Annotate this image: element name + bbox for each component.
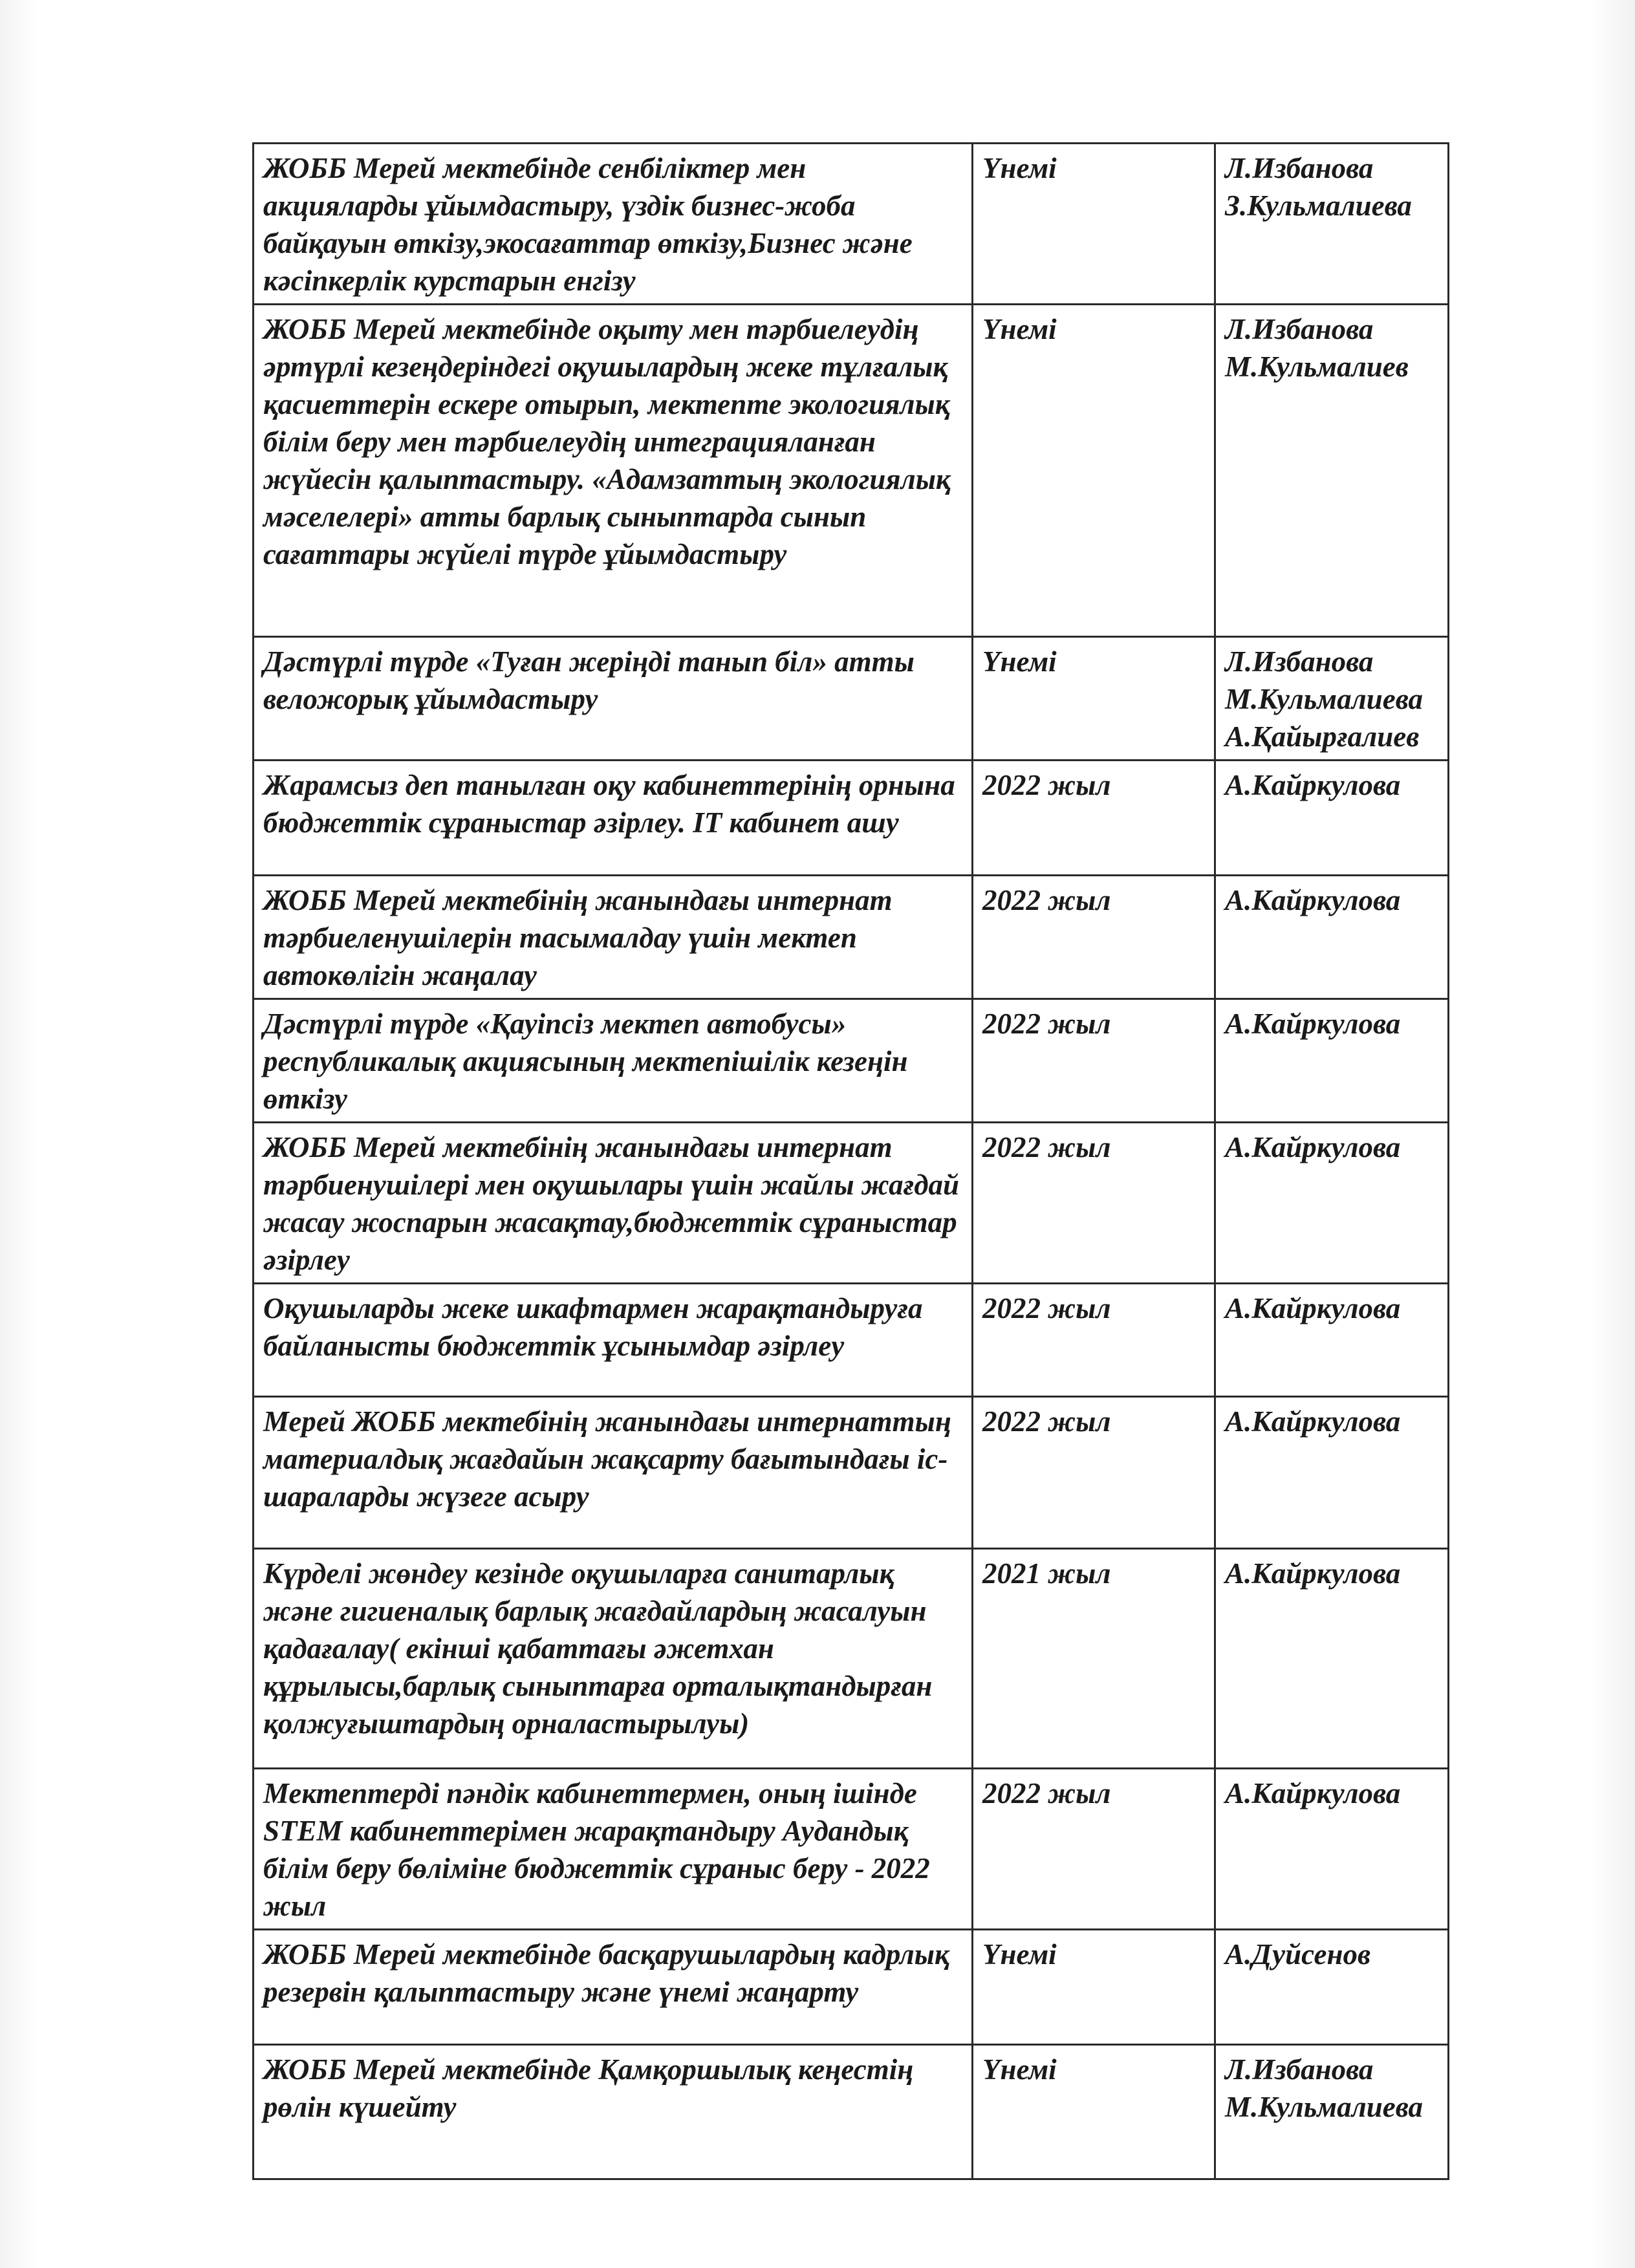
table-row	[254, 1769, 1449, 1930]
deadline-cell: 2022 жыл	[973, 1397, 1215, 1549]
responsible-name: А.Қайырғалиев	[1225, 720, 1420, 753]
table-row	[254, 144, 1449, 305]
table-row	[254, 761, 1449, 876]
responsible-name: Л.Избанова	[1225, 152, 1374, 184]
responsible-cell	[1215, 637, 1449, 761]
responsible-name: М.Кульмалиев	[1225, 351, 1409, 383]
table-row	[254, 876, 1449, 999]
deadline-cell: 2022 жыл	[973, 1123, 1215, 1284]
responsible-cell	[1215, 876, 1449, 999]
responsible-name: А.Кайркулова	[1225, 1557, 1401, 1590]
event-cell: Жарамсыз деп танылған оқу кабинеттерінің орнына бюджеттік сұраныстар әзірлеу. IT кабинет ашу	[254, 761, 973, 876]
table-row	[254, 1549, 1449, 1769]
deadline-cell: 2022 жыл	[973, 876, 1215, 999]
responsible-name: Л.Избанова	[1225, 645, 1374, 678]
event-cell: Дәстүрлі түрде «Туған жеріңді танып біл» атты веложорық ұйымдастыру	[254, 637, 973, 761]
responsible-name: М.Кульмалиева	[1225, 683, 1423, 715]
table-row	[254, 1930, 1449, 2045]
responsible-name: Л.Избанова	[1225, 313, 1374, 345]
event-cell: ЖОББ Мерей мектебінде оқыту мен тәрбиелеудің әртүрлі кезеңдеріндегі оқушылардың жеке тұлғалық қасиеттерін ескере отырып, мектепте экологиялық білім беру мен тәрбиелеудің интеграцияланған жүйесін қалыптастыру. «Адамзаттың экологиялық мәселелері» атты барлық сыныптарда сынып сағаттары жүйелі түрде ұйымдастыру	[254, 305, 973, 637]
responsible-cell	[1215, 761, 1449, 876]
responsible-cell	[1215, 305, 1449, 637]
responsible-name: З.Кульмалиева	[1225, 189, 1412, 222]
event-cell: Күрделі жөндеу кезінде оқушыларға санитарлық және гигиеналық барлық жағдайлардың жасалуын қадағалау( екінші қабаттағы әжетхан құрылысы,барлық сыныптарға орталықтандырған қолжуғыштардың орналастырылуы)	[254, 1549, 973, 1769]
responsible-name: Л.Избанова	[1225, 2053, 1374, 2086]
table-row	[254, 2045, 1449, 2179]
responsible-cell	[1215, 1397, 1449, 1549]
responsible-name: А.Кайркулова	[1225, 1405, 1401, 1438]
responsible-cell	[1215, 1284, 1449, 1397]
responsible-name: М.Кульмалиева	[1225, 2091, 1423, 2123]
event-cell: Дәстүрлі түрде «Қауіпсіз мектеп автобусы» республикалық акциясының мектепішілік кезеңін өткізу	[254, 999, 973, 1123]
table-row	[254, 1284, 1449, 1397]
responsible-cell	[1215, 1549, 1449, 1769]
deadline-cell: Үнемі	[973, 637, 1215, 761]
responsible-name: А.Кайркулова	[1225, 884, 1401, 916]
deadline-cell: 2022 жыл	[973, 999, 1215, 1123]
event-cell: Мерей ЖОББ мектебінің жанындағы интернаттың материалдық жағдайын жақсарту бағытындағы іс- шараларды жүзеге асыру	[254, 1397, 973, 1549]
table-row	[254, 1397, 1449, 1549]
responsible-cell	[1215, 1930, 1449, 2045]
table-row	[254, 637, 1449, 761]
deadline-cell: 2021 жыл	[973, 1549, 1215, 1769]
responsible-cell	[1215, 1123, 1449, 1284]
deadline-cell: Үнемі	[973, 1930, 1215, 2045]
responsible-name: А.Кайркулова	[1225, 1008, 1401, 1040]
deadline-cell: 2022 жыл	[973, 1284, 1215, 1397]
action-plan-body	[254, 144, 1449, 2179]
responsible-cell	[1215, 2045, 1449, 2179]
responsible-cell	[1215, 144, 1449, 305]
deadline-cell: Үнемі	[973, 144, 1215, 305]
deadline-cell: 2022 жыл	[973, 1769, 1215, 1930]
event-cell: Мектептерді пәндік кабинеттермен, оның ішінде STEM кабинеттерімен жарақтандыру Аудандық білім беру бөліміне бюджеттік сұраныс беру - 2022 жыл	[254, 1769, 973, 1930]
event-cell: Оқушыларды жеке шкафтармен жарақтандыруға байланысты бюджеттік ұсынымдар әзірлеу	[254, 1284, 973, 1397]
event-cell: ЖОББ Мерей мектебінде Қамқоршылық кеңестің рөлін күшейту	[254, 2045, 973, 2179]
responsible-name: А.Кайркулова	[1225, 1131, 1401, 1163]
event-cell: ЖОББ Мерей мектебінде басқарушылардың кадрлық резервін қалыптастыру және үнемі жаңарту	[254, 1930, 973, 2045]
action-plan-table	[252, 142, 1449, 2180]
table-row	[254, 999, 1449, 1123]
event-cell: ЖОББ Мерей мектебінде сенбіліктер мен акцияларды ұйымдастыру, үздік бизнес-жоба байқауын өткізу,экосағаттар өткізу,Бизнес және кәсіпкерлік курстарын енгізу	[254, 144, 973, 305]
table-row	[254, 1123, 1449, 1284]
table-row	[254, 305, 1449, 637]
responsible-cell	[1215, 999, 1449, 1123]
deadline-cell: 2022 жыл	[973, 761, 1215, 876]
event-cell: ЖОББ Мерей мектебінің жанындағы интернат тәрбиенушілері мен оқушылары үшін жайлы жағдай жасау жоспарын жасақтау,бюджеттік сұраныстар әзірлеу	[254, 1123, 973, 1284]
deadline-cell: Үнемі	[973, 2045, 1215, 2179]
responsible-name: А.Кайркулова	[1225, 1777, 1401, 1809]
responsible-name: А.Дуйсенов	[1225, 1938, 1371, 1971]
responsible-name: А.Кайркулова	[1225, 769, 1401, 801]
responsible-cell	[1215, 1769, 1449, 1930]
deadline-cell: Үнемі	[973, 305, 1215, 637]
responsible-name: А.Кайркулова	[1225, 1292, 1401, 1324]
event-cell: ЖОББ Мерей мектебінің жанындағы интернат тәрбиеленушілерін тасымалдау үшін мектеп автокөлігін жаңалау	[254, 876, 973, 999]
